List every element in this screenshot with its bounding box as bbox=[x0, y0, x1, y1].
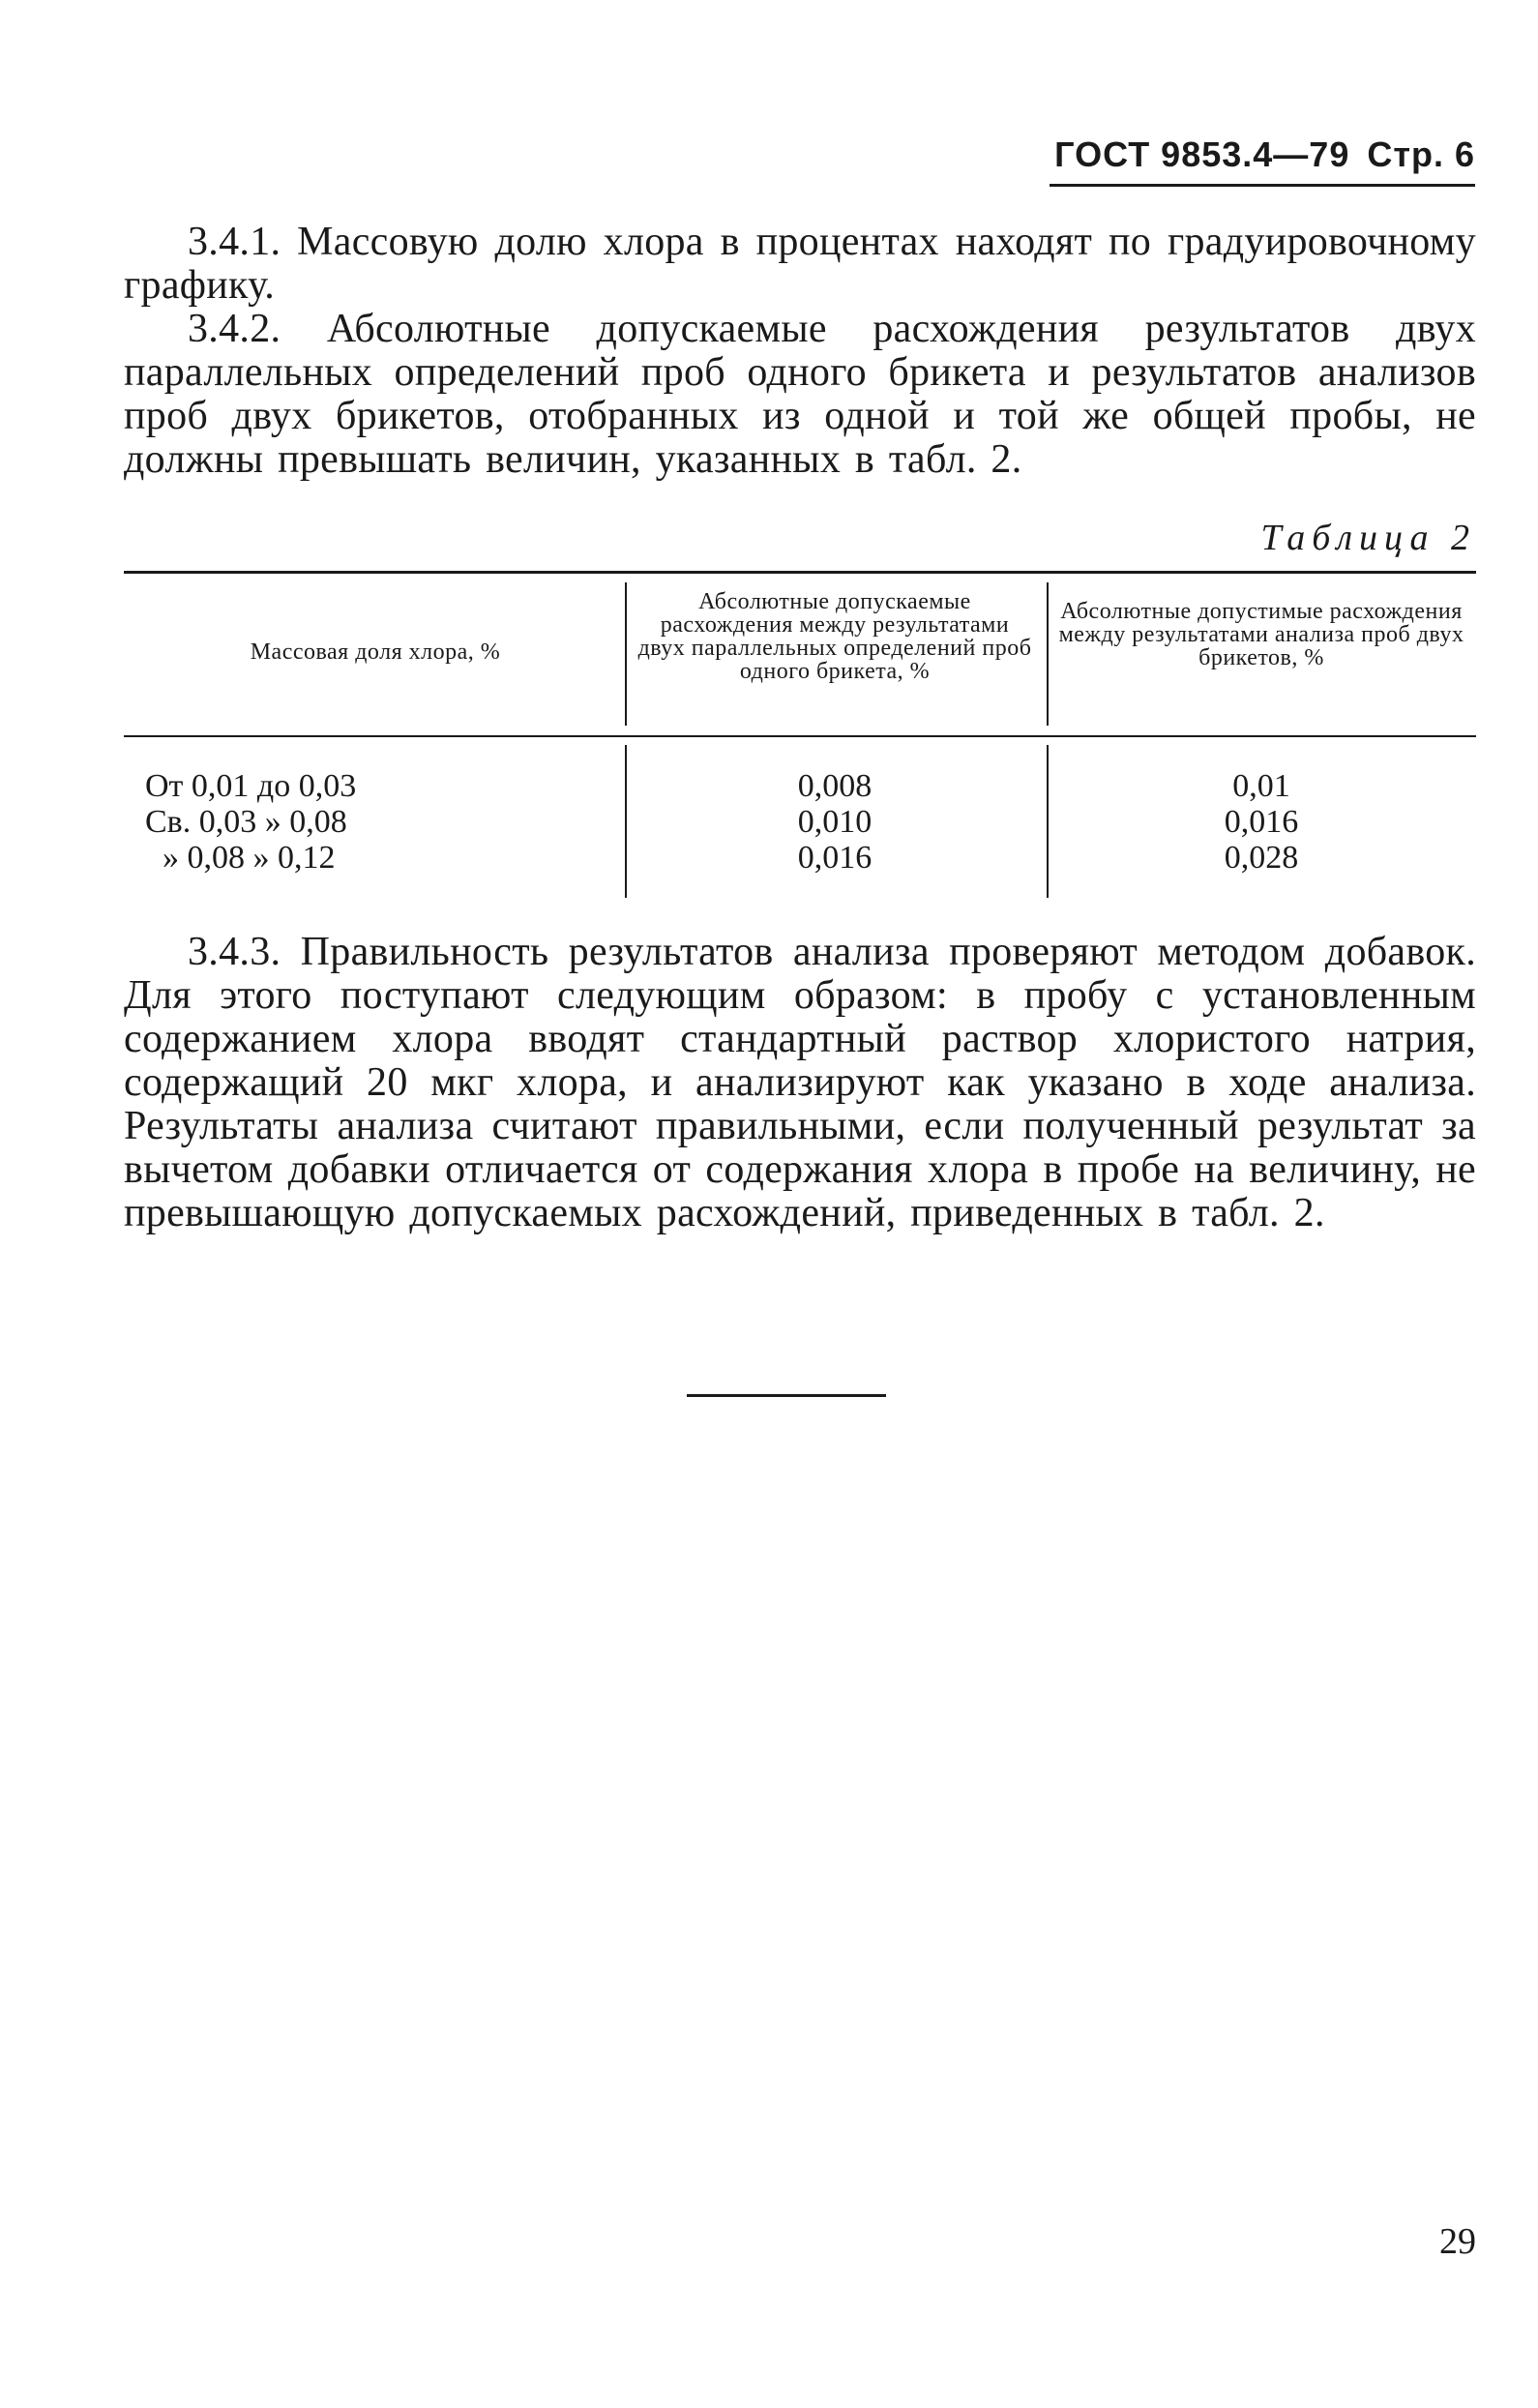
paragraph-3-4-2 bbox=[124, 308, 1476, 482]
table-caption: Таблица 2 bbox=[1260, 518, 1476, 558]
table-cell: 0,010 bbox=[797, 804, 873, 840]
table-cell: 0,016 bbox=[1224, 804, 1299, 840]
paragraph-text: 3.4.1. Массовую долю хлора в процентах находят по градуировочному графику. bbox=[124, 220, 1476, 308]
paragraph-text: 3.4.2. Абсолютные допускаемые расхождения результатов двух параллельных определений проб одного брикета и результатов анализов проб двух брикетов, отобранных из одной и той же общей пробы, не должны превышать величин, указанных в табл. 2. bbox=[124, 307, 1476, 482]
end-of-section-rule bbox=[687, 1394, 886, 1397]
table-column-briquette-discrepancy bbox=[1058, 768, 1464, 876]
table-header-rule bbox=[124, 735, 1476, 737]
table-column-parallel-discrepancy bbox=[636, 768, 1033, 876]
paragraph-text: 3.4.3. Правильность результатов анализа проверяют методом добавок. Для этого поступают следующим образом: в пробу с установленным содержанием хлора вводят стандартный раствор хлористого натрия, содержащий 20 мкг хлора, и анализируют как указано в ходе анализа. Результаты анализа считают правильными, если полученный результат за вычетом добавки отличается от содержания хлора в пробе на величину, не превышающую допускаемых расхождений, приведенных в табл. 2. bbox=[124, 930, 1476, 1235]
column-divider bbox=[1047, 745, 1049, 898]
table-cell: 0,028 bbox=[1224, 840, 1299, 876]
header-cell-briquette-discrepancy: Абсолютные допустимые расхождения между результатами анализа проб двух брикетов, % bbox=[1058, 599, 1464, 670]
page-label: Стр. 6 bbox=[1367, 134, 1475, 174]
table-cell: 0,008 bbox=[797, 768, 873, 804]
column-divider bbox=[625, 745, 627, 898]
header-cell-parallel-discrepancy: Абсолютные допускаемые расхождения между результатами двух параллельных определений проб одного брикета, % bbox=[637, 589, 1032, 684]
table-cell: 0,01 bbox=[1232, 768, 1290, 804]
table-column-mass-fraction bbox=[145, 768, 609, 876]
paragraph-3-4-3 bbox=[124, 931, 1476, 1235]
header-cell-mass-fraction: Массовая доля хлора, % bbox=[250, 639, 501, 665]
page-header bbox=[1050, 128, 1475, 187]
table-cell: 0,016 bbox=[797, 840, 873, 876]
standard-number: ГОСТ 9853.4—79 bbox=[1054, 134, 1350, 174]
table-top-rule bbox=[124, 571, 1476, 574]
table-cell: Св. 0,03 » 0,08 bbox=[145, 804, 347, 840]
table-cell: От 0,01 до 0,03 bbox=[145, 768, 357, 804]
table-cell: » 0,08 » 0,12 bbox=[163, 840, 336, 876]
column-divider bbox=[1047, 582, 1049, 726]
column-divider bbox=[625, 582, 627, 726]
page-number: 29 bbox=[1439, 2221, 1476, 2262]
paragraph-3-4-1 bbox=[124, 221, 1476, 308]
table-2 bbox=[124, 571, 1476, 900]
